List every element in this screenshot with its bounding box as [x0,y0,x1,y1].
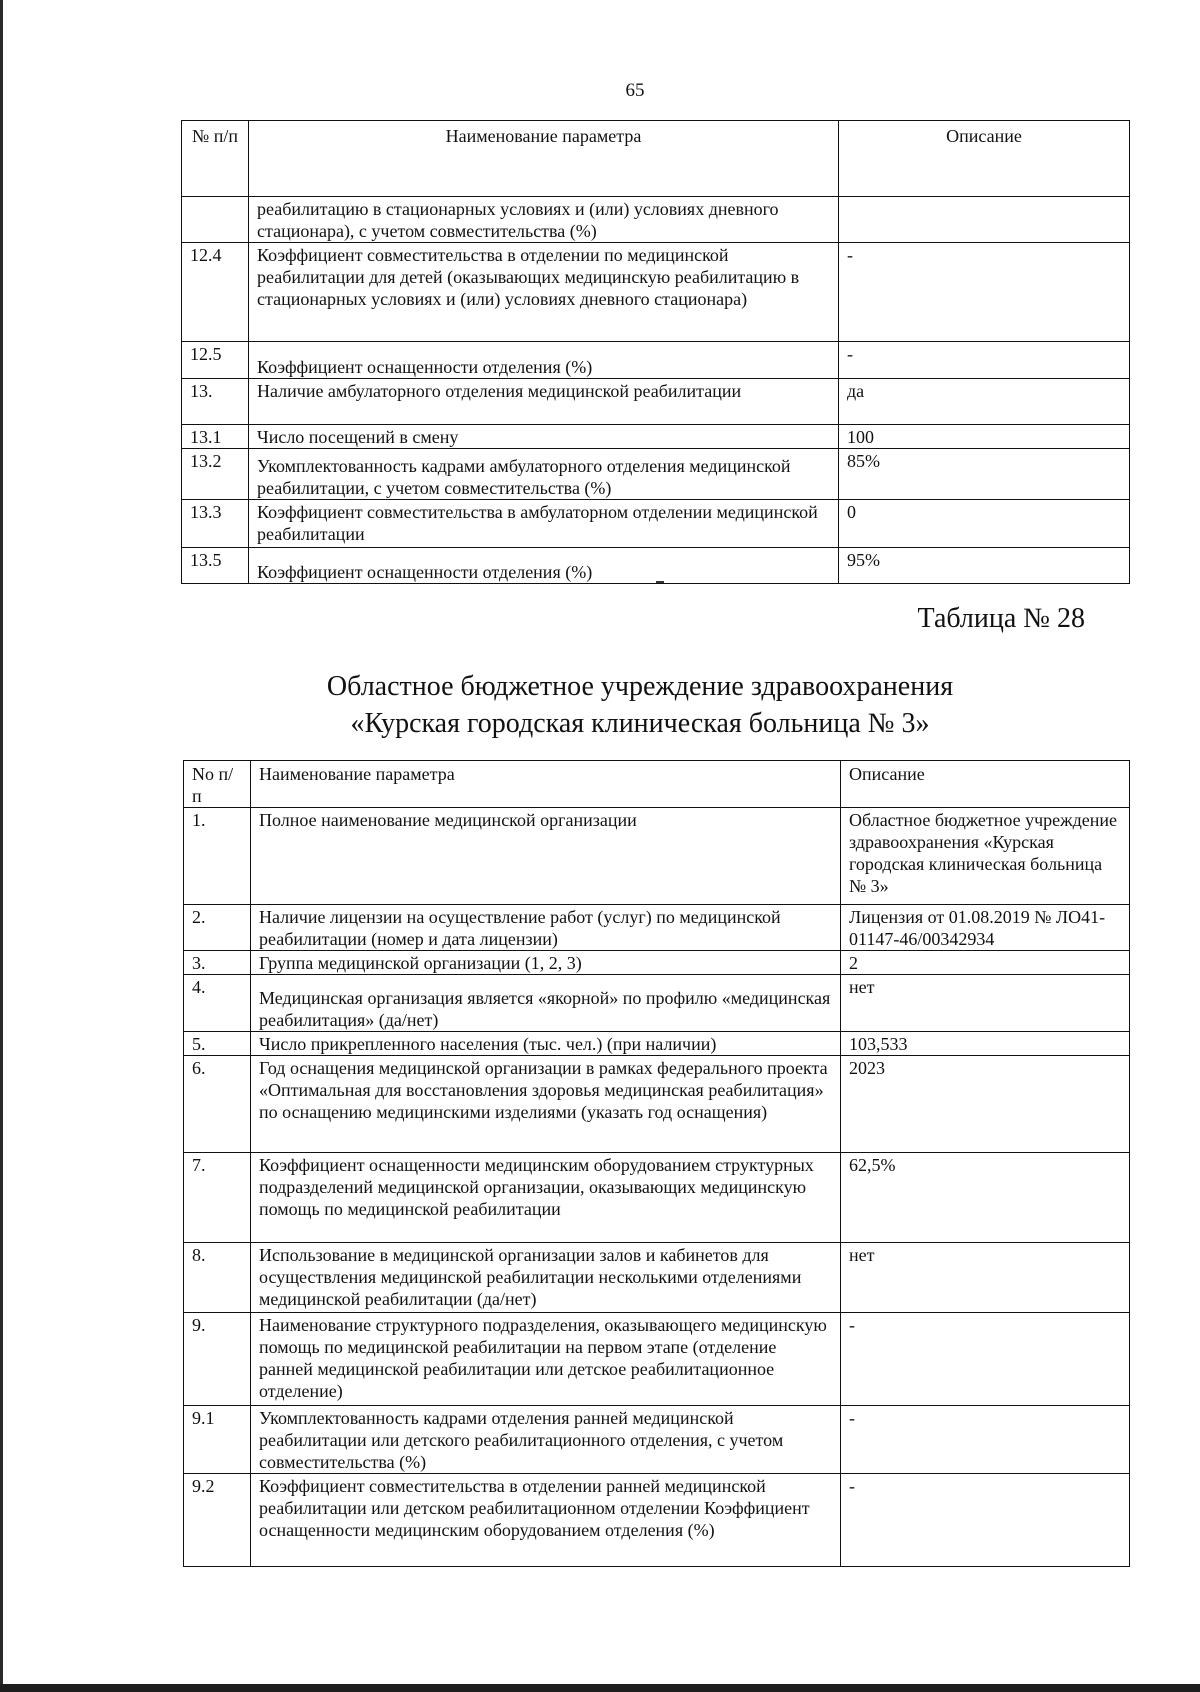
continued-parameters-table [181,120,1130,584]
row-number: 2. [184,905,251,951]
table-row [184,808,1130,905]
row-parameter: Год оснащения медицинской организации в рамках федерального проекта «Оптимальная для восстановления здоровья медицинская реабилитация» по оснащению медицинскими изделиями (указать год оснащения) [251,1056,841,1153]
row-number: 8. [184,1243,251,1313]
row-description: - [841,1313,1130,1406]
header-parameter-name: Наименование параметра [251,761,841,808]
row-parameter: Коэффициент совместительства в отделении ранней медицинской реабилитации или детском реабилитационном отделении Коэффициент оснащенности медицинским оборудованием отделения (%) [251,1474,841,1567]
scan-edge-left [0,0,3,1692]
row-description: нет [841,1243,1130,1313]
row-number: 13.1 [182,425,249,449]
row-description: - [839,342,1130,379]
row-parameter: Наименование структурного подразделения, оказывающего медицинскую помощь по медицинской реабилитации на первом этапе (отделение ранней медицинской реабилитации или детское реабилитационное отделение) [251,1313,841,1406]
row-number: 7. [184,1153,251,1243]
row-number: 6. [184,1056,251,1153]
row-description: - [841,1406,1130,1474]
row-number: 4. [184,975,251,1032]
table-row [182,379,1130,425]
table-header-row [184,761,1130,808]
row-description: 2023 [841,1056,1130,1153]
table-row [182,342,1130,379]
row-parameter: Укомплектованность кадрами амбулаторного отделения медицинской реабилитации, с учетом совместительства (%) [249,449,839,500]
row-number: 13.3 [182,500,249,548]
row-number: 3. [184,951,251,975]
row-number: 12.5 [182,342,249,379]
row-parameter: Наличие амбулаторного отделения медицинской реабилитации [249,379,839,425]
row-number: 13. [182,379,249,425]
table-row [184,1032,1130,1056]
row-description: 85% [839,449,1130,500]
row-description: 0 [839,500,1130,548]
row-parameter: Укомплектованность кадрами отделения ранней медицинской реабилитации или детского реабилитационного отделения, с учетом совместительства (%) [251,1406,841,1474]
row-description: 62,5% [841,1153,1130,1243]
organization-title-line2: «Курская городская клиническая больница № 3» [350,708,930,739]
row-parameter: Группа медицинской организации (1, 2, 3) [251,951,841,975]
row-parameter: Коэффициент совместительства в амбулаторном отделении медицинской реабилитации [249,500,839,548]
table-row [182,449,1130,500]
row-description: да [839,379,1130,425]
row-parameter: Коэффициент оснащенности отделения (%) [249,342,839,379]
header-description: Описание [839,121,1130,197]
row-number: 9. [184,1313,251,1406]
row-parameter: Наличие лицензии на осуществление работ (услуг) по медицинской реабилитации (номер и дата лицензии) [251,905,841,951]
table-row [182,500,1130,548]
organization-title-line1: Областное бюджетное учреждение здравоохранения [326,671,954,702]
row-parameter: Коэффициент совместительства в отделении по медицинской реабилитации для детей (оказывающих медицинскую реабилитацию в стационарных условиях и (или) условиях дневного стационара) [249,243,839,342]
organization-parameters-table [183,760,1130,1567]
row-description: - [839,243,1130,342]
header-number: № п/п [182,121,249,197]
table-row [182,197,1130,243]
row-parameter: реабилитацию в стационарных условиях и (или) условиях дневного стационара), с учетом совместительства (%) [249,197,839,243]
row-description: Лицензия от 01.08.2019 № ЛО41-01147-46/00342934 [841,905,1130,951]
table-row [184,1243,1130,1313]
table-label: Таблица № 28 [917,603,1085,634]
table-row [184,951,1130,975]
row-description: 103,533 [841,1032,1130,1056]
row-parameter: Коэффициент оснащенности отделения (%) [249,548,839,584]
row-number: 13.5 [182,548,249,584]
row-description: - [841,1474,1130,1567]
table-row [184,1153,1130,1243]
row-number: 9.2 [184,1474,251,1567]
row-description: 100 [839,425,1130,449]
row-description: 2 [841,951,1130,975]
row-number: 1. [184,808,251,905]
table-row [184,975,1130,1032]
row-number: 12.4 [182,243,249,342]
row-number: 13.2 [182,449,249,500]
row-parameter: Использование в медицинской организации залов и кабинетов для осуществления медицинской реабилитации несколькими отделениями медицинской реабилитации (да/нет) [251,1243,841,1313]
header-number: No п/п [184,761,251,808]
stray-dash-mark [656,581,664,583]
row-number: 5. [184,1032,251,1056]
table-row [184,1406,1130,1474]
row-parameter: Коэффициент оснащенности медицинским оборудованием структурных подразделений медицинской организации, оказывающих медицинскую помощь по медицинской реабилитации [251,1153,841,1243]
row-number: 9.1 [184,1406,251,1474]
row-parameter: Число посещений в смену [249,425,839,449]
page-number: 65 [625,80,645,101]
row-number [182,197,249,243]
organization-title [0,668,1200,742]
table-header-row [182,121,1130,197]
table-row [182,243,1130,342]
row-parameter: Полное наименование медицинской организации [251,808,841,905]
header-description: Описание [841,761,1130,808]
header-parameter-name: Наименование параметра [249,121,839,197]
table-row [184,1313,1130,1406]
row-description [839,197,1130,243]
scan-edge-bottom [0,1684,1200,1692]
row-description: 95% [839,548,1130,584]
table-row [182,548,1130,584]
row-description: Областное бюджетное учреждение здравоохранения «Курская городская клиническая больница № 3» [841,808,1130,905]
table-row [182,425,1130,449]
table-row [184,1474,1130,1567]
table-row [184,905,1130,951]
table-row [184,1056,1130,1153]
row-parameter: Число прикрепленного населения (тыс. чел.) (при наличии) [251,1032,841,1056]
row-parameter: Медицинская организация является «якорной» по профилю «медицинская реабилитация» (да/нет) [251,975,841,1032]
row-description: нет [841,975,1130,1032]
